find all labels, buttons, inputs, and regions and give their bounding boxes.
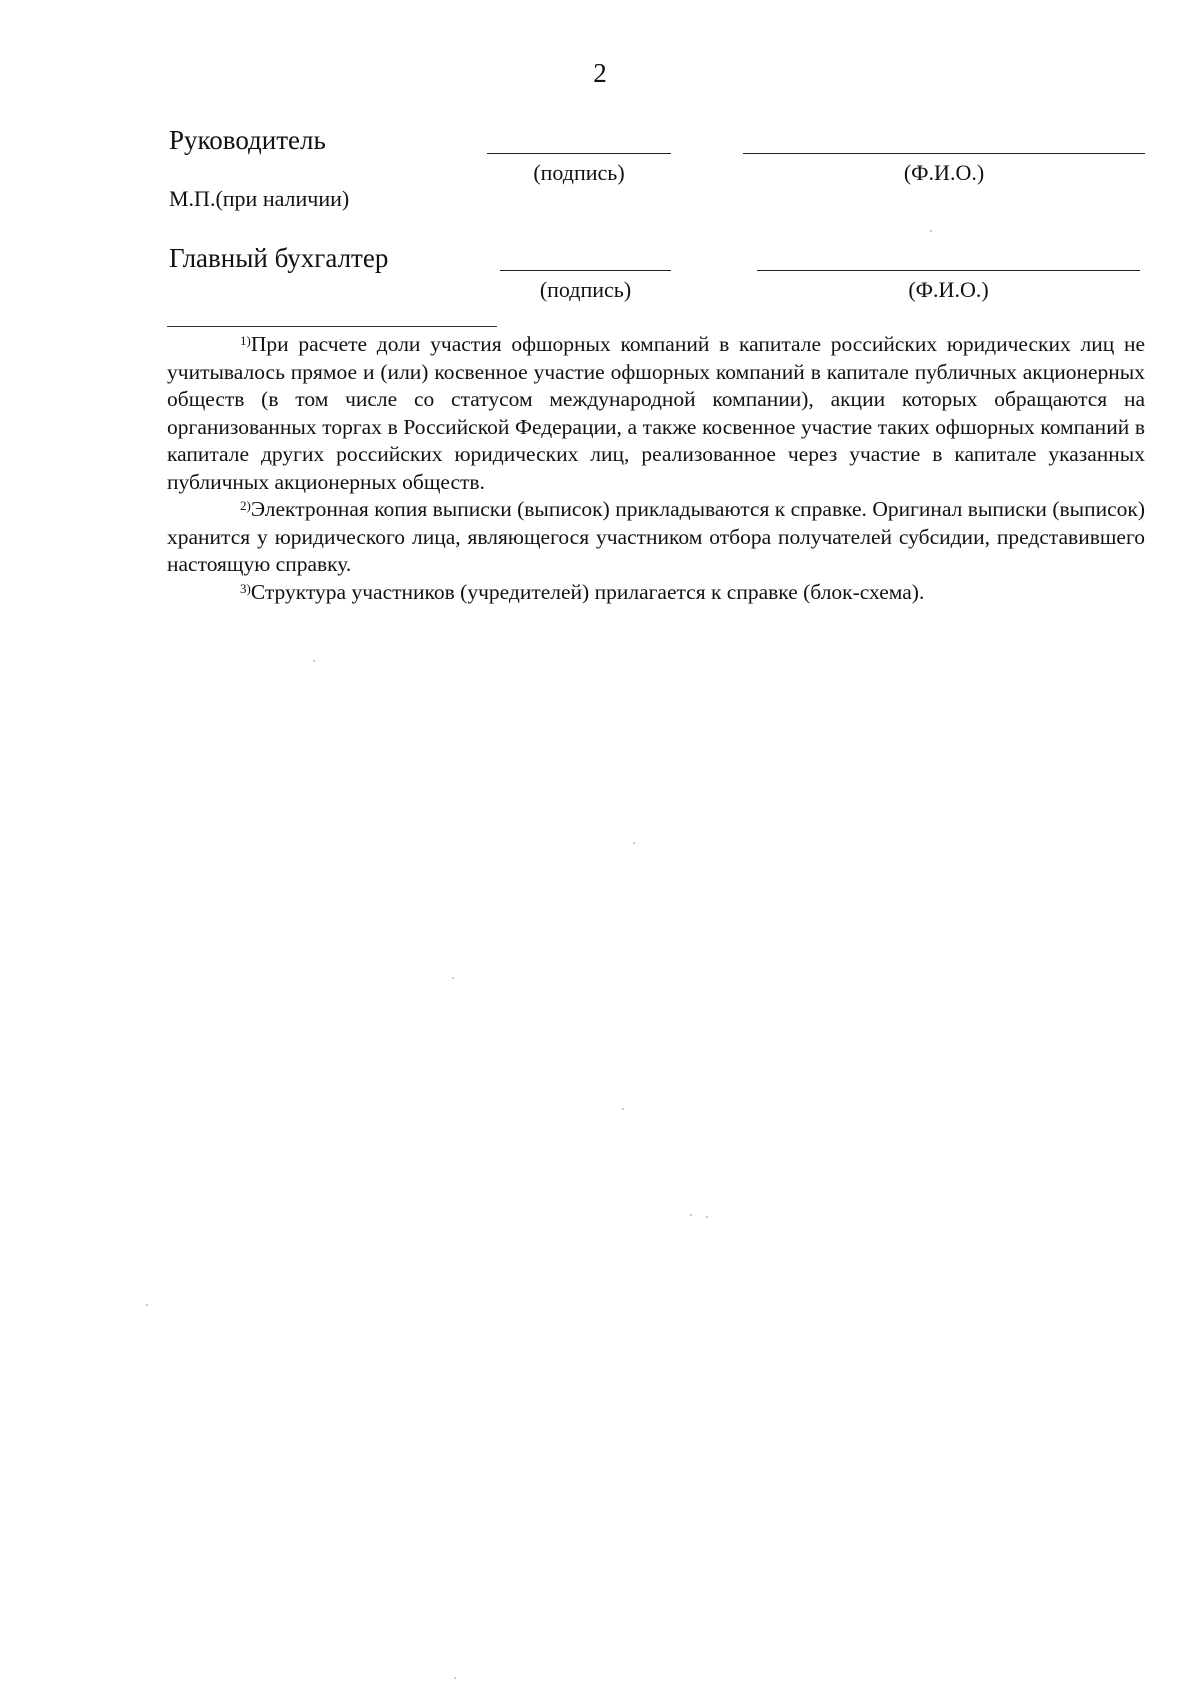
chief-accountant-name-line (757, 270, 1140, 271)
chief-accountant-signature-caption: (подпись) (539, 277, 632, 302)
manager-title: Руководитель (169, 125, 326, 155)
scan-speck (454, 1677, 456, 1679)
footnote-mark: 2) (240, 498, 251, 513)
stamp-note: М.П.(при наличии) (169, 186, 350, 211)
footnote-mark: 1) (240, 333, 251, 348)
footnote-mark: 3) (240, 580, 251, 596)
chief-accountant-name-caption: (Ф.И.О.) (908, 277, 989, 302)
manager-name-caption: (Ф.И.О.) (903, 160, 985, 185)
manager-signature-line (487, 153, 671, 154)
scan-speck (690, 1214, 692, 1216)
scan-speck (313, 660, 315, 662)
footnote-text: При расчете доли участия офшорных компаний в капитале российских юридических лиц не учитывалось прямое и (или) косвенное участие офшорных компаний в капитале публичных акционерных обществ (в том числе со статусом международной компании), акции которых обращаются на организованных торгах в Российской Федерации, а также косвенное участие таких офшорных компаний в капитале других российских юридических лиц, реализованное через участие в капитале указанных публичных акционерных обществ. (167, 332, 1145, 494)
chief-accountant-title: Главный бухгалтер (169, 243, 389, 273)
footnote-text: Структура участников (учредителей) прилагается к справке (блок-схема). (250, 579, 925, 604)
footnotes (167, 331, 1145, 606)
footnote-1 (167, 331, 1145, 496)
scan-speck (930, 230, 932, 232)
footnote-2 (167, 496, 1145, 579)
manager-name-line (743, 153, 1145, 154)
manager-signature-caption: (подпись) (533, 160, 625, 185)
chief-accountant-signature-line (500, 270, 671, 271)
footnote-separator (167, 326, 497, 327)
scan-speck (452, 977, 454, 979)
scan-speck (146, 1304, 148, 1306)
page-number: 2 (593, 58, 607, 88)
scan-speck (706, 1216, 708, 1218)
footnote-text: Электронная копия выписки (выписок) прикладываются к справке. Оригинал выписки (выписок) хранится у юридического лица, являющегося участником отбора получателей субсидии, представившего настоящую справку. (167, 497, 1145, 576)
scan-speck (633, 842, 635, 844)
scan-speck (622, 1108, 624, 1110)
footnote-3 (167, 579, 1145, 607)
